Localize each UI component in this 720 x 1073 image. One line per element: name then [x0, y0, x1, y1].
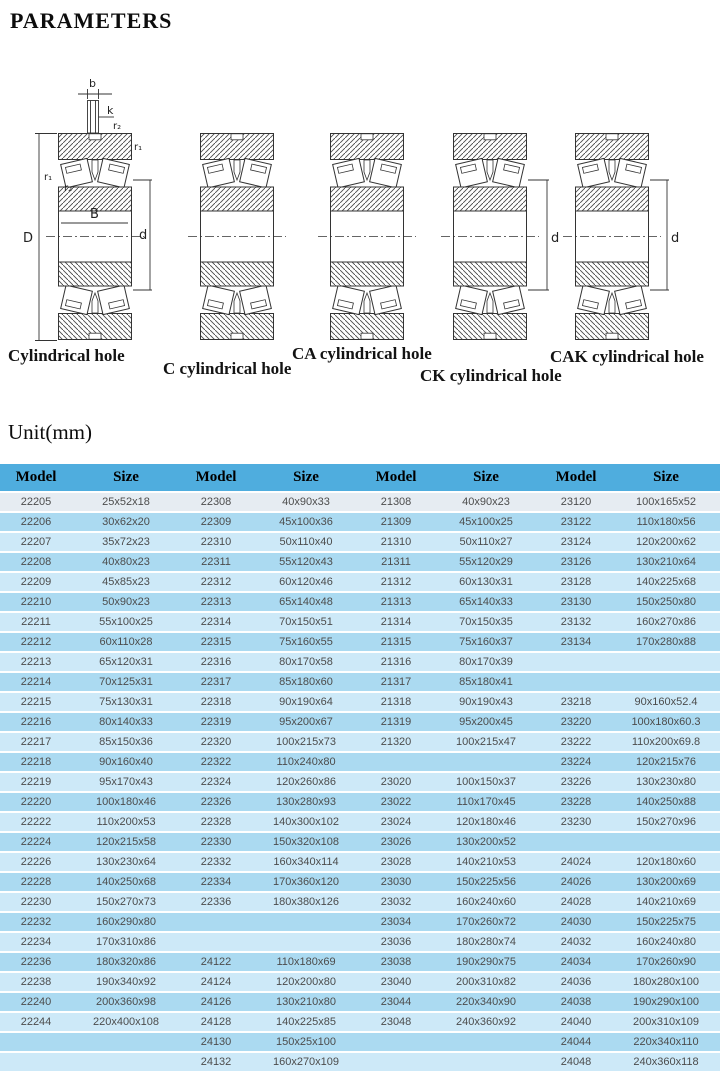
model-cell: 23222 [540, 733, 612, 751]
size-cell: 60x110x28 [72, 633, 180, 651]
table-row [0, 813, 720, 831]
model-cell: 24048 [540, 1053, 612, 1071]
size-cell: 170x260x72 [432, 913, 540, 931]
size-cell: 55x120x29 [432, 553, 540, 571]
model-cell: 23230 [540, 813, 612, 831]
column-header-model: Model [0, 464, 72, 491]
column-header-size: Size [432, 464, 540, 491]
model-cell [0, 1053, 72, 1071]
model-cell: 23028 [360, 853, 432, 871]
size-cell: 180x280x74 [432, 933, 540, 951]
model-cell: 21317 [360, 673, 432, 691]
model-cell: 21309 [360, 513, 432, 531]
model-cell: 22317 [180, 673, 252, 691]
table-row [0, 593, 720, 611]
model-cell: 23030 [360, 873, 432, 891]
model-cell: 22318 [180, 693, 252, 711]
size-cell: 140x225x85 [252, 1013, 360, 1031]
table-row [0, 1053, 720, 1071]
model-cell: 23020 [360, 773, 432, 791]
diagram-label-cylindrical: Cylindrical hole [8, 346, 125, 365]
model-cell: 23124 [540, 533, 612, 551]
model-cell: 22211 [0, 613, 72, 631]
table-row [0, 1033, 720, 1051]
table-row [0, 793, 720, 811]
size-cell: 200x310x109 [612, 1013, 720, 1031]
model-cell: 22334 [180, 873, 252, 891]
model-cell: 22212 [0, 633, 72, 651]
diagram-ck-cylindrical-hole [441, 134, 539, 340]
size-cell: 55x100x25 [72, 613, 180, 631]
model-cell: 22217 [0, 733, 72, 751]
size-cell: 150x25x100 [252, 1033, 360, 1051]
size-cell: 80x170x39 [432, 653, 540, 671]
model-cell: 21318 [360, 693, 432, 711]
model-cell: 22328 [180, 813, 252, 831]
model-cell: 22312 [180, 573, 252, 591]
model-cell: 22232 [0, 913, 72, 931]
size-cell: 190x340x92 [72, 973, 180, 991]
model-cell: 23024 [360, 813, 432, 831]
size-cell: 80x170x58 [252, 653, 360, 671]
size-cell: 110x180x69 [252, 953, 360, 971]
size-cell: 100x165x52 [612, 493, 720, 511]
model-cell: 22219 [0, 773, 72, 791]
dim-k: k [107, 104, 114, 117]
model-cell: 24030 [540, 913, 612, 931]
size-cell: 120x200x62 [612, 533, 720, 551]
size-cell: 85x180x60 [252, 673, 360, 691]
size-cell: 150x225x56 [432, 873, 540, 891]
diagram-ca-cylindrical-hole [318, 134, 416, 340]
size-cell: 180x280x100 [612, 973, 720, 991]
size-cell: 130x210x64 [612, 553, 720, 571]
size-cell: 180x380x126 [252, 893, 360, 911]
table-row [0, 633, 720, 651]
size-cell: 75x160x37 [432, 633, 540, 651]
model-cell: 22230 [0, 893, 72, 911]
model-cell: 22208 [0, 553, 72, 571]
size-cell: 45x100x36 [252, 513, 360, 531]
size-cell: 100x150x37 [432, 773, 540, 791]
model-cell: 22336 [180, 893, 252, 911]
size-cell: 190x290x75 [432, 953, 540, 971]
model-cell: 22330 [180, 833, 252, 851]
size-cell: 140x225x68 [612, 573, 720, 591]
size-cell: 120x180x60 [612, 853, 720, 871]
dim-r2-left: r₂ [64, 183, 73, 194]
size-cell: 35x72x23 [72, 533, 180, 551]
model-cell: 22220 [0, 793, 72, 811]
model-cell: 23120 [540, 493, 612, 511]
table-row [0, 653, 720, 671]
size-cell: 170x280x88 [612, 633, 720, 651]
size-cell: 95x200x45 [432, 713, 540, 731]
model-cell: 22234 [0, 933, 72, 951]
model-cell: 24128 [180, 1013, 252, 1031]
model-cell: 23132 [540, 613, 612, 631]
dim-r2-right: r₂ [113, 121, 122, 132]
size-cell: 160x290x80 [72, 913, 180, 931]
table-row [0, 973, 720, 991]
column-header-model: Model [180, 464, 252, 491]
model-cell: 23032 [360, 893, 432, 911]
diagram-label-ca: CA cylindrical hole [292, 344, 432, 363]
size-cell: 95x200x67 [252, 713, 360, 731]
model-cell: 21314 [360, 613, 432, 631]
size-cell: 70x125x31 [72, 673, 180, 691]
model-cell: 22320 [180, 733, 252, 751]
model-cell: 24122 [180, 953, 252, 971]
size-cell: 150x270x73 [72, 893, 180, 911]
model-cell: 24036 [540, 973, 612, 991]
size-cell: 110x180x56 [612, 513, 720, 531]
size-cell: 120x215x58 [72, 833, 180, 851]
model-cell: 23130 [540, 593, 612, 611]
model-cell: 22308 [180, 493, 252, 511]
size-cell: 40x80x23 [72, 553, 180, 571]
model-cell: 22324 [180, 773, 252, 791]
size-cell: 140x250x88 [612, 793, 720, 811]
page-title: PARAMETERS [10, 8, 173, 33]
size-cell: 90x160x40 [72, 753, 180, 771]
diagram-label-cak: CAK cylindrical hole [550, 347, 704, 366]
model-cell [540, 673, 612, 691]
table-row [0, 713, 720, 731]
size-cell: 200x360x98 [72, 993, 180, 1011]
size-cell: 55x120x43 [252, 553, 360, 571]
size-cell: 220x340x90 [432, 993, 540, 1011]
size-cell: 50x110x27 [432, 533, 540, 551]
model-cell: 22309 [180, 513, 252, 531]
size-cell [432, 1033, 540, 1051]
model-cell: 24044 [540, 1033, 612, 1051]
model-cell: 23228 [540, 793, 612, 811]
model-cell: 23040 [360, 973, 432, 991]
dim-d-ck: d [551, 231, 560, 246]
size-cell: 140x210x69 [612, 893, 720, 911]
model-cell: 22238 [0, 973, 72, 991]
model-cell: 24124 [180, 973, 252, 991]
size-cell: 100x215x47 [432, 733, 540, 751]
size-cell: 25x52x18 [72, 493, 180, 511]
model-cell: 24024 [540, 853, 612, 871]
model-cell: 21315 [360, 633, 432, 651]
size-cell: 45x85x23 [72, 573, 180, 591]
model-cell: 22207 [0, 533, 72, 551]
size-cell: 85x150x36 [72, 733, 180, 751]
size-cell: 100x215x73 [252, 733, 360, 751]
table-row [0, 893, 720, 911]
size-cell: 50x110x40 [252, 533, 360, 551]
model-cell: 24126 [180, 993, 252, 1011]
table-row [0, 873, 720, 891]
model-cell: 23220 [540, 713, 612, 731]
size-cell: 170x260x90 [612, 953, 720, 971]
size-cell: 160x340x114 [252, 853, 360, 871]
model-cell: 22240 [0, 993, 72, 1011]
column-header-size: Size [252, 464, 360, 491]
size-cell: 110x200x53 [72, 813, 180, 831]
parameters-table [0, 462, 720, 1073]
model-cell: 24034 [540, 953, 612, 971]
diagram-label-c: C cylindrical hole [163, 359, 292, 378]
model-cell [360, 1033, 432, 1051]
table-row [0, 573, 720, 591]
model-cell: 23048 [360, 1013, 432, 1031]
size-cell: 160x270x86 [612, 613, 720, 631]
diagram-cylindrical-hole [46, 134, 144, 340]
table-row [0, 853, 720, 871]
size-cell: 130x280x93 [252, 793, 360, 811]
size-cell: 70x150x51 [252, 613, 360, 631]
model-cell: 22213 [0, 653, 72, 671]
size-cell: 60x130x31 [432, 573, 540, 591]
model-cell: 23026 [360, 833, 432, 851]
model-cell: 22316 [180, 653, 252, 671]
model-cell: 23034 [360, 913, 432, 931]
dim-B: B [90, 207, 99, 222]
model-cell: 22214 [0, 673, 72, 691]
model-cell [540, 653, 612, 671]
model-cell: 22222 [0, 813, 72, 831]
size-cell: 100x180x46 [72, 793, 180, 811]
table-row [0, 753, 720, 771]
model-cell: 23218 [540, 693, 612, 711]
size-cell: 110x170x45 [432, 793, 540, 811]
size-cell: 45x100x25 [432, 513, 540, 531]
table-row [0, 693, 720, 711]
size-cell: 110x240x80 [252, 753, 360, 771]
size-cell: 130x210x80 [252, 993, 360, 1011]
model-cell: 23134 [540, 633, 612, 651]
table-row [0, 773, 720, 791]
dim-d: d [139, 228, 148, 243]
table-row [0, 673, 720, 691]
size-cell: 140x210x53 [432, 853, 540, 871]
size-cell: 240x360x118 [612, 1053, 720, 1071]
table-row [0, 553, 720, 571]
size-cell: 30x62x20 [72, 513, 180, 531]
model-cell: 24132 [180, 1053, 252, 1071]
size-cell [432, 753, 540, 771]
dim-d-cak: d [671, 231, 680, 246]
size-cell: 75x160x55 [252, 633, 360, 651]
size-cell [72, 1053, 180, 1071]
size-cell: 80x140x33 [72, 713, 180, 731]
model-cell [180, 933, 252, 951]
size-cell: 100x180x60.3 [612, 713, 720, 731]
size-cell: 170x310x86 [72, 933, 180, 951]
size-cell: 200x310x82 [432, 973, 540, 991]
table-row [0, 953, 720, 971]
model-cell: 22224 [0, 833, 72, 851]
table-row [0, 493, 720, 511]
model-cell: 21316 [360, 653, 432, 671]
model-cell: 23036 [360, 933, 432, 951]
size-cell: 160x240x60 [432, 893, 540, 911]
model-cell: 22218 [0, 753, 72, 771]
size-cell: 130x230x80 [612, 773, 720, 791]
column-header-model: Model [540, 464, 612, 491]
model-cell: 22319 [180, 713, 252, 731]
diagram-label-ck: CK cylindrical hole [420, 366, 562, 385]
model-cell [180, 913, 252, 931]
size-cell: 240x360x92 [432, 1013, 540, 1031]
size-cell: 90x190x43 [432, 693, 540, 711]
model-cell: 22228 [0, 873, 72, 891]
table-row [0, 913, 720, 931]
column-header-model: Model [360, 464, 432, 491]
model-cell: 22205 [0, 493, 72, 511]
model-cell: 23022 [360, 793, 432, 811]
size-cell: 120x260x86 [252, 773, 360, 791]
model-cell [360, 753, 432, 771]
table-row [0, 833, 720, 851]
size-cell: 150x320x108 [252, 833, 360, 851]
model-cell: 22244 [0, 1013, 72, 1031]
size-cell [432, 1053, 540, 1071]
size-cell: 110x200x69.8 [612, 733, 720, 751]
size-cell [612, 833, 720, 851]
size-cell: 130x230x64 [72, 853, 180, 871]
header-row [0, 464, 720, 491]
diagram-cak-cylindrical-hole [563, 134, 661, 340]
column-header-size: Size [72, 464, 180, 491]
model-cell [360, 1053, 432, 1071]
size-cell: 75x130x31 [72, 693, 180, 711]
size-cell: 190x290x100 [612, 993, 720, 1011]
model-cell: 22209 [0, 573, 72, 591]
model-cell: 23226 [540, 773, 612, 791]
model-cell: 24026 [540, 873, 612, 891]
model-cell: 21313 [360, 593, 432, 611]
model-cell: 22315 [180, 633, 252, 651]
table-row [0, 993, 720, 1011]
size-cell: 120x200x80 [252, 973, 360, 991]
dim-D: D [23, 231, 34, 246]
size-cell: 120x180x46 [432, 813, 540, 831]
diagram-c-cylindrical-hole [188, 134, 286, 340]
size-cell [252, 913, 360, 931]
size-cell: 150x225x75 [612, 913, 720, 931]
dim-r1-right: r₁ [134, 142, 143, 153]
model-cell: 22236 [0, 953, 72, 971]
model-cell: 22322 [180, 753, 252, 771]
model-cell: 22311 [180, 553, 252, 571]
model-cell: 23038 [360, 953, 432, 971]
model-cell: 23224 [540, 753, 612, 771]
dim-r1-left: r₁ [44, 172, 53, 183]
table-row [0, 733, 720, 751]
model-cell: 22313 [180, 593, 252, 611]
model-cell: 22216 [0, 713, 72, 731]
model-cell: 22314 [180, 613, 252, 631]
table-header [0, 464, 720, 491]
model-cell: 21310 [360, 533, 432, 551]
size-cell: 70x150x35 [432, 613, 540, 631]
table-row [0, 513, 720, 531]
model-cell: 23128 [540, 573, 612, 591]
size-cell: 170x360x120 [252, 873, 360, 891]
model-cell: 22310 [180, 533, 252, 551]
model-cell: 22210 [0, 593, 72, 611]
size-cell: 60x120x46 [252, 573, 360, 591]
size-cell: 160x270x109 [252, 1053, 360, 1071]
model-cell: 21311 [360, 553, 432, 571]
size-cell: 220x400x108 [72, 1013, 180, 1031]
size-cell: 50x90x23 [72, 593, 180, 611]
model-cell: 21308 [360, 493, 432, 511]
size-cell: 180x320x86 [72, 953, 180, 971]
size-cell: 220x340x110 [612, 1033, 720, 1051]
model-cell: 23122 [540, 513, 612, 531]
model-cell: 24130 [180, 1033, 252, 1051]
model-cell: 21319 [360, 713, 432, 731]
size-cell: 85x180x41 [432, 673, 540, 691]
model-cell: 23126 [540, 553, 612, 571]
model-cell: 24032 [540, 933, 612, 951]
model-cell: 21312 [360, 573, 432, 591]
size-cell: 65x140x33 [432, 593, 540, 611]
size-cell: 160x240x80 [612, 933, 720, 951]
size-cell: 65x140x48 [252, 593, 360, 611]
table-body [0, 493, 720, 1071]
size-cell [612, 673, 720, 691]
size-cell [612, 653, 720, 671]
size-cell: 120x215x76 [612, 753, 720, 771]
size-cell: 65x120x31 [72, 653, 180, 671]
size-cell: 140x300x102 [252, 813, 360, 831]
size-cell: 40x90x23 [432, 493, 540, 511]
size-cell: 150x270x96 [612, 813, 720, 831]
size-cell: 130x200x52 [432, 833, 540, 851]
table-row [0, 533, 720, 551]
table-row [0, 1013, 720, 1031]
model-cell [0, 1033, 72, 1051]
size-cell: 40x90x33 [252, 493, 360, 511]
table-row [0, 933, 720, 951]
model-cell: 21320 [360, 733, 432, 751]
model-cell [540, 833, 612, 851]
size-cell: 90x190x64 [252, 693, 360, 711]
size-cell: 150x250x80 [612, 593, 720, 611]
column-header-size: Size [612, 464, 720, 491]
model-cell: 24028 [540, 893, 612, 911]
model-cell: 22215 [0, 693, 72, 711]
size-cell [252, 933, 360, 951]
model-cell: 22326 [180, 793, 252, 811]
model-cell: 24040 [540, 1013, 612, 1031]
model-cell: 22226 [0, 853, 72, 871]
size-cell: 130x200x69 [612, 873, 720, 891]
size-cell: 90x160x52.4 [612, 693, 720, 711]
unit-label: Unit(mm) [8, 420, 92, 444]
size-cell [72, 1033, 180, 1051]
size-cell: 140x250x68 [72, 873, 180, 891]
table-row [0, 613, 720, 631]
model-cell: 22332 [180, 853, 252, 871]
size-cell: 95x170x43 [72, 773, 180, 791]
dim-b: b [89, 77, 96, 90]
model-cell: 24038 [540, 993, 612, 1011]
model-cell: 23044 [360, 993, 432, 1011]
model-cell: 22206 [0, 513, 72, 531]
